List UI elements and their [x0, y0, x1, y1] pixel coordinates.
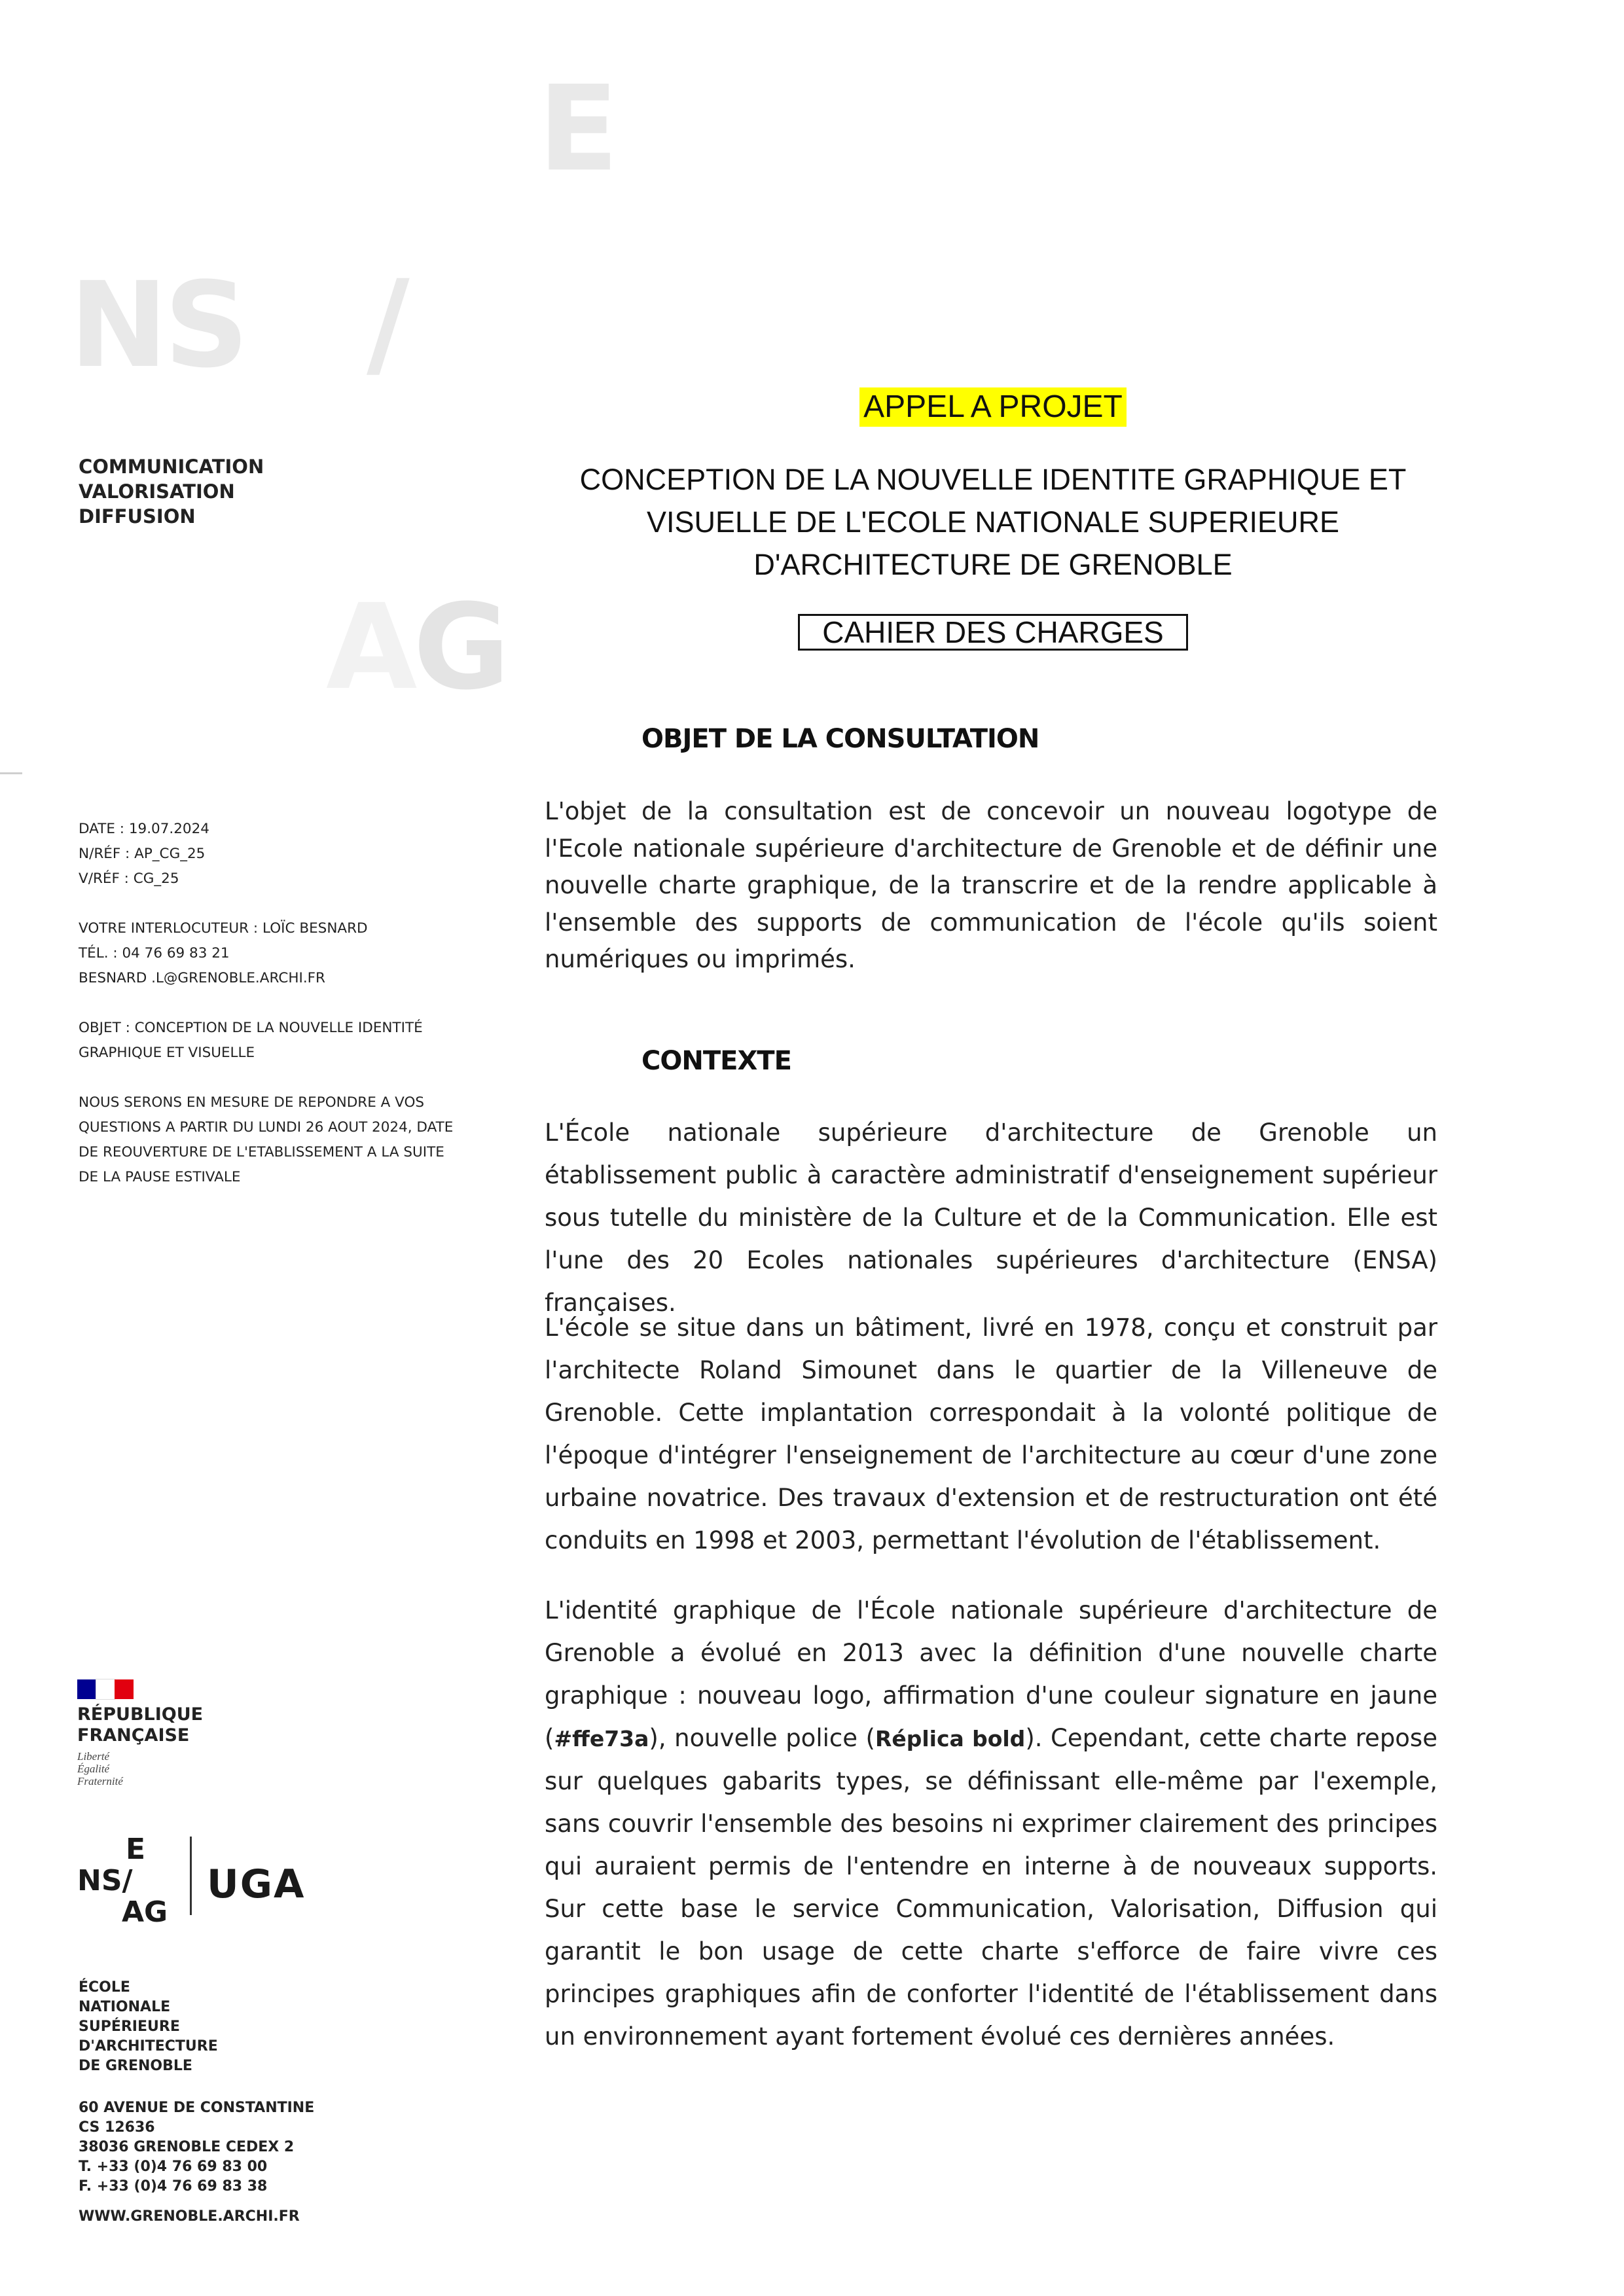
- object-block: [79, 1016, 511, 1066]
- ensag-logo-ns: NS/: [77, 1864, 133, 1897]
- flag-red: [115, 1679, 134, 1699]
- notice-line: DE REOUVERTURE DE L'ETABLISSEMENT A LA SUITE: [79, 1144, 444, 1160]
- title-line: CONCEPTION DE LA NOUVELLE IDENTITE GRAPHIQUE ET: [579, 463, 1407, 496]
- school-line: D'ARCHITECTURE: [79, 2038, 218, 2054]
- uga-logo: UGA: [207, 1861, 306, 1907]
- republique-name: [77, 1704, 313, 1746]
- heading-contexte: CONTEXTE: [641, 1046, 791, 1076]
- your-reference: V/RÉF : CG_25: [79, 870, 179, 887]
- heading-objet: OBJET DE LA CONSULTATION: [641, 724, 1039, 754]
- school-line: ÉCOLE: [79, 1979, 130, 1996]
- contact-block: [79, 916, 511, 991]
- call-for-project: [545, 387, 1441, 427]
- ensag-logo-ag: AG: [122, 1895, 168, 1929]
- paragraph-text: ), nouvelle police (: [649, 1724, 875, 1752]
- logo-letters-ns: NS: [69, 257, 245, 394]
- paragraph-text: ). Cependant, cette charte repose sur quelques gabarits types, se définissant elle-même par l'exemple, sans couvrir l'ensemble des besoins ni exprimer clairement des principes qui auraient permis de l'entendre en interne à de nouveaux supports. Sur cette base le service Communication, Valorisation, Diffusion qui garantit le bon usage de cette charte s'efforce de faire vivre ces principes graphiques afin de conforter l'identité de l'établissement dans un environnement ayant fortement évolué ces dernières années.: [545, 1724, 1437, 2051]
- school-address: [79, 2098, 511, 2197]
- address-phone: T. +33 (0)4 76 69 83 00: [79, 2159, 268, 2175]
- republique-francaise-logo: [77, 1679, 313, 1787]
- republique-name-line: RÉPUBLIQUE: [77, 1704, 204, 1725]
- address-fax: F. +33 (0)4 76 69 83 38: [79, 2178, 268, 2195]
- address-line: 38036 GRENOBLE CEDEX 2: [79, 2139, 295, 2155]
- motto-line: Égalité: [77, 1763, 110, 1775]
- paragraph-objet: L'objet de la consultation est de concevoir un nouveau logotype de l'Ecole nationale supérieure d'architecture de Grenoble et de définir une nouvelle charte graphique, de la transcrire et de la rendre applicable à l'ensemble des supports de communication de l'école qu'ils soient numériques ou imprimés.: [545, 797, 1437, 973]
- contact-email: BESNARD .L@GRENOBLE.ARCHI.FR: [79, 970, 325, 986]
- object-line: OBJET : CONCEPTION DE LA NOUVELLE IDENTITÉ: [79, 1020, 423, 1036]
- our-reference: N/RÉF : AP_CG_25: [79, 846, 206, 862]
- school-name: [79, 1978, 511, 2076]
- notice-line: NOUS SERONS EN MESURE DE REPONDRE A VOS: [79, 1094, 425, 1111]
- paragraph-contexte-2: L'école se situe dans un bâtiment, livré en 1978, conçu et construit par l'architecte Roland Simounet dans le quartier de la Villeneuve de Grenoble. Cette implantation correspondait à la volonté politique de l'époque d'intégrer l'enseignement de l'architecture au cœur d'une zone urbaine novatrice. Des travaux d'extension et de restructuration ont été conduits en 1998 et 2003, permettant l'évolution de l'établissement.: [545, 1314, 1437, 1554]
- logo-letter-e: E: [538, 61, 619, 198]
- notice-line: DE LA PAUSE ESTIVALE: [79, 1169, 241, 1185]
- republique-motto: [77, 1750, 313, 1787]
- fold-mark: [0, 772, 22, 774]
- date-line: DATE : 19.07.2024: [79, 821, 209, 837]
- logo-letter-g: G: [413, 579, 507, 716]
- notice-block: [79, 1090, 511, 1190]
- school-line: NATIONALE: [79, 1999, 171, 2015]
- object-line: GRAPHIQUE ET VISUELLE: [79, 1045, 255, 1061]
- title-line: D'ARCHITECTURE DE GRENOBLE: [753, 548, 1233, 581]
- specifications-label: [545, 614, 1441, 651]
- address-line: CS 12636: [79, 2119, 155, 2136]
- french-flag-icon: [77, 1679, 134, 1699]
- logo-letter-a: A: [326, 579, 414, 716]
- document-title: [545, 458, 1441, 586]
- reference-block: [79, 817, 511, 891]
- motto-line: Liberté: [77, 1750, 110, 1763]
- school-line: SUPÉRIEURE: [79, 2018, 180, 2035]
- font-name: Réplica bold: [875, 1726, 1026, 1751]
- department-line: VALORISATION: [79, 480, 235, 503]
- school-line: DE GRENOBLE: [79, 2058, 192, 2074]
- title-line: VISUELLE DE L'ECOLE NATIONALE SUPERIEURE: [646, 505, 1340, 539]
- logo-slash: /: [367, 255, 410, 392]
- call-for-project-highlight: APPEL A PROJET: [859, 387, 1127, 427]
- notice-line: QUESTIONS A PARTIR DU LUNDI 26 AOUT 2024, DATE: [79, 1119, 454, 1136]
- paragraph-text: L'identité graphique de l'École nationale supérieure d'architecture de Grenoble a évolué en 2013 avec la définition d'une nouvelle charte graphique : nouveau logo, affirmation d'une couleur signature en jaune (: [545, 1596, 1437, 1752]
- contact-phone: TÉL. : 04 76 69 83 21: [79, 945, 230, 961]
- department-line: COMMUNICATION: [79, 456, 264, 478]
- republique-name-line: FRANÇAISE: [77, 1725, 190, 1746]
- school-website[interactable]: WWW.GRENOBLE.ARCHI.FR: [79, 2208, 300, 2225]
- contact-person: VOTRE INTERLOCUTEUR : LOÏC BESNARD: [79, 920, 368, 937]
- logo-divider: [190, 1837, 192, 1915]
- signature-color-code: #ffe73a: [554, 1726, 649, 1751]
- department-name: [79, 454, 511, 529]
- address-line: 60 AVENUE DE CONSTANTINE: [79, 2100, 315, 2116]
- paragraph-contexte-3: [545, 1589, 1437, 2058]
- paragraph-contexte-1: L'École nationale supérieure d'architecture de Grenoble un établissement public à caractère administratif d'enseignement supérieur sous tutelle du ministère de la Culture et de la Communication. Elle est l'une des 20 Ecoles nationales supérieures d'architecture (ENSA) françaises.: [545, 1119, 1437, 1317]
- department-line: DIFFUSION: [79, 505, 196, 528]
- flag-blue: [77, 1679, 96, 1699]
- flag-white: [96, 1679, 115, 1699]
- logo-letters-ag: [326, 579, 507, 716]
- motto-line: Fraternité: [77, 1775, 123, 1787]
- ensag-uga-logos: [77, 1833, 339, 1929]
- specifications-box: CAHIER DES CHARGES: [798, 614, 1187, 651]
- ensag-logo-e: E: [126, 1833, 146, 1866]
